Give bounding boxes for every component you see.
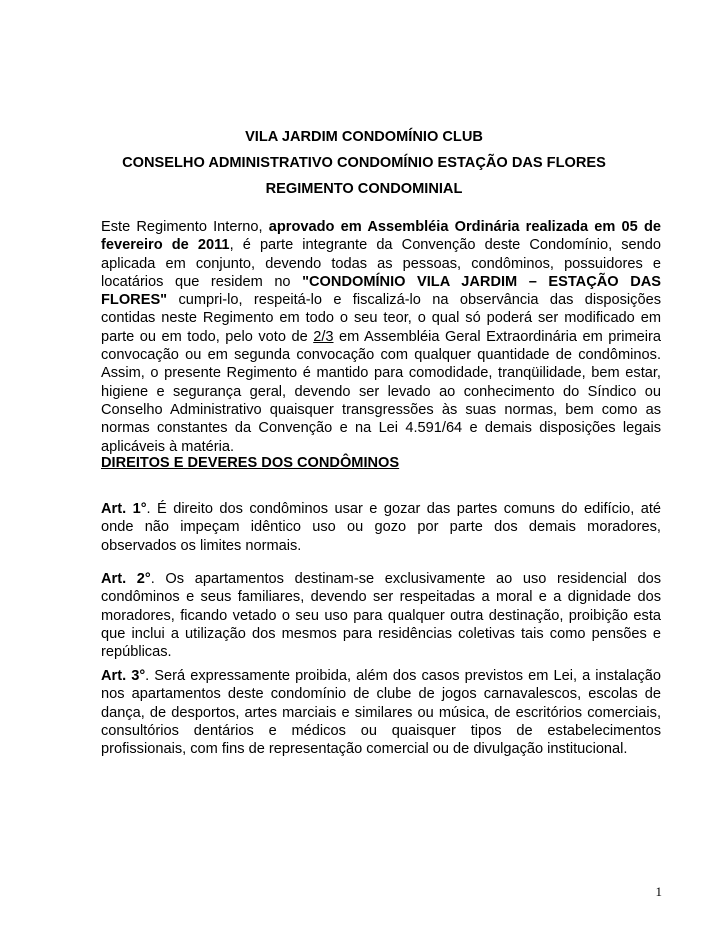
intro-text-2: , é parte integrante da Convenção deste Condomínio, sendo aplicada em conjunto, devendo todas as pessoas, condôminos, possuidores e locatários que residem no (101, 237, 662, 290)
section-title: DIREITOS E DEVERES DOS CONDÔMINOS (101, 455, 400, 471)
header-title: VILA JARDIM CONDOMÍNIO CLUB (245, 129, 483, 145)
document-header (0, 124, 728, 202)
article-1 (101, 500, 661, 555)
intro-approval-bold: aprovado em Assembléia Ordinária realizada em 05 de fevereiro de 2011 (101, 219, 661, 254)
header-regiment: REGIMENTO CONDOMINIAL (265, 181, 463, 197)
header-council: CONSELHO ADMINISTRATIVO CONDOMÍNIO ESTAÇÃO DAS FLORES (122, 155, 606, 171)
intro-paragraph (101, 218, 661, 456)
article-2-text: . Os apartamentos destinam-se exclusivamente ao uso residencial dos condôminos e seus familiares, devendo ser respeitadas a moral e a dignidade dos moradores, ficando vetado o seu uso para qualquer outra destinação, proibição esta que inclui a utilização dos mesmos para residências coletivas tais como pensões e repúblicas. (101, 571, 661, 661)
intro-text-4: em Assembléia Geral Extraordinária em primeira convocação ou em segunda convocação com qualquer quantidade de condôminos. Assim, o presente Regimento é mantido para comodidade, tranqüilidade, bem estar, higiene e segurança geral, devendo ser levado ao conhecimento do Síndico ou Conselho Administrativo quaisquer transgressões às suas normas, bem como as normas constantes da Convenção e na Lei 4.591/64 e demais disposições legais aplicáveis à matéria. (101, 328, 661, 455)
page-number: 1 (655, 884, 662, 899)
intro-text-1: Este Regimento Interno, (101, 219, 269, 235)
article-2-label: Art. 2° (101, 571, 151, 587)
intro-text-3: cumpri-lo, respeitá-lo e fiscalizá-lo na observância das disposições contidas neste Regimento em todo o seu teor, o qual só poderá ser modificado em parte ou em todo, pelo voto de (101, 292, 661, 345)
article-2 (101, 570, 661, 661)
article-3 (101, 667, 661, 758)
intro-vote-fraction: 2/3 (313, 328, 334, 345)
article-3-label: Art. 3° (101, 668, 146, 684)
intro-condominium-name: "CONDOMÍNIO VILA JARDIM – ESTAÇÃO DAS FLORES" (101, 273, 662, 309)
article-1-label: Art. 1° (101, 501, 147, 517)
article-3-text: . Será expressamente proibida, além dos casos previstos em Lei, a instalação nos apartamentos deste condomínio de clube de jogos carnavalescos, escolas de dança, de desportos, artes marciais e similares ou música, de escritórios comerciais, consultórios dentários e médicos ou quaisquer tipos de estabelecimentos profissionais, com fins de representação comercial ou de divulgação institucional. (101, 668, 661, 758)
article-1-text: . É direito dos condôminos usar e gozar das partes comuns do edifício, até onde não impeçam idêntico uso ou gozo por parte dos demais moradores, observados os limites normais. (101, 501, 662, 554)
